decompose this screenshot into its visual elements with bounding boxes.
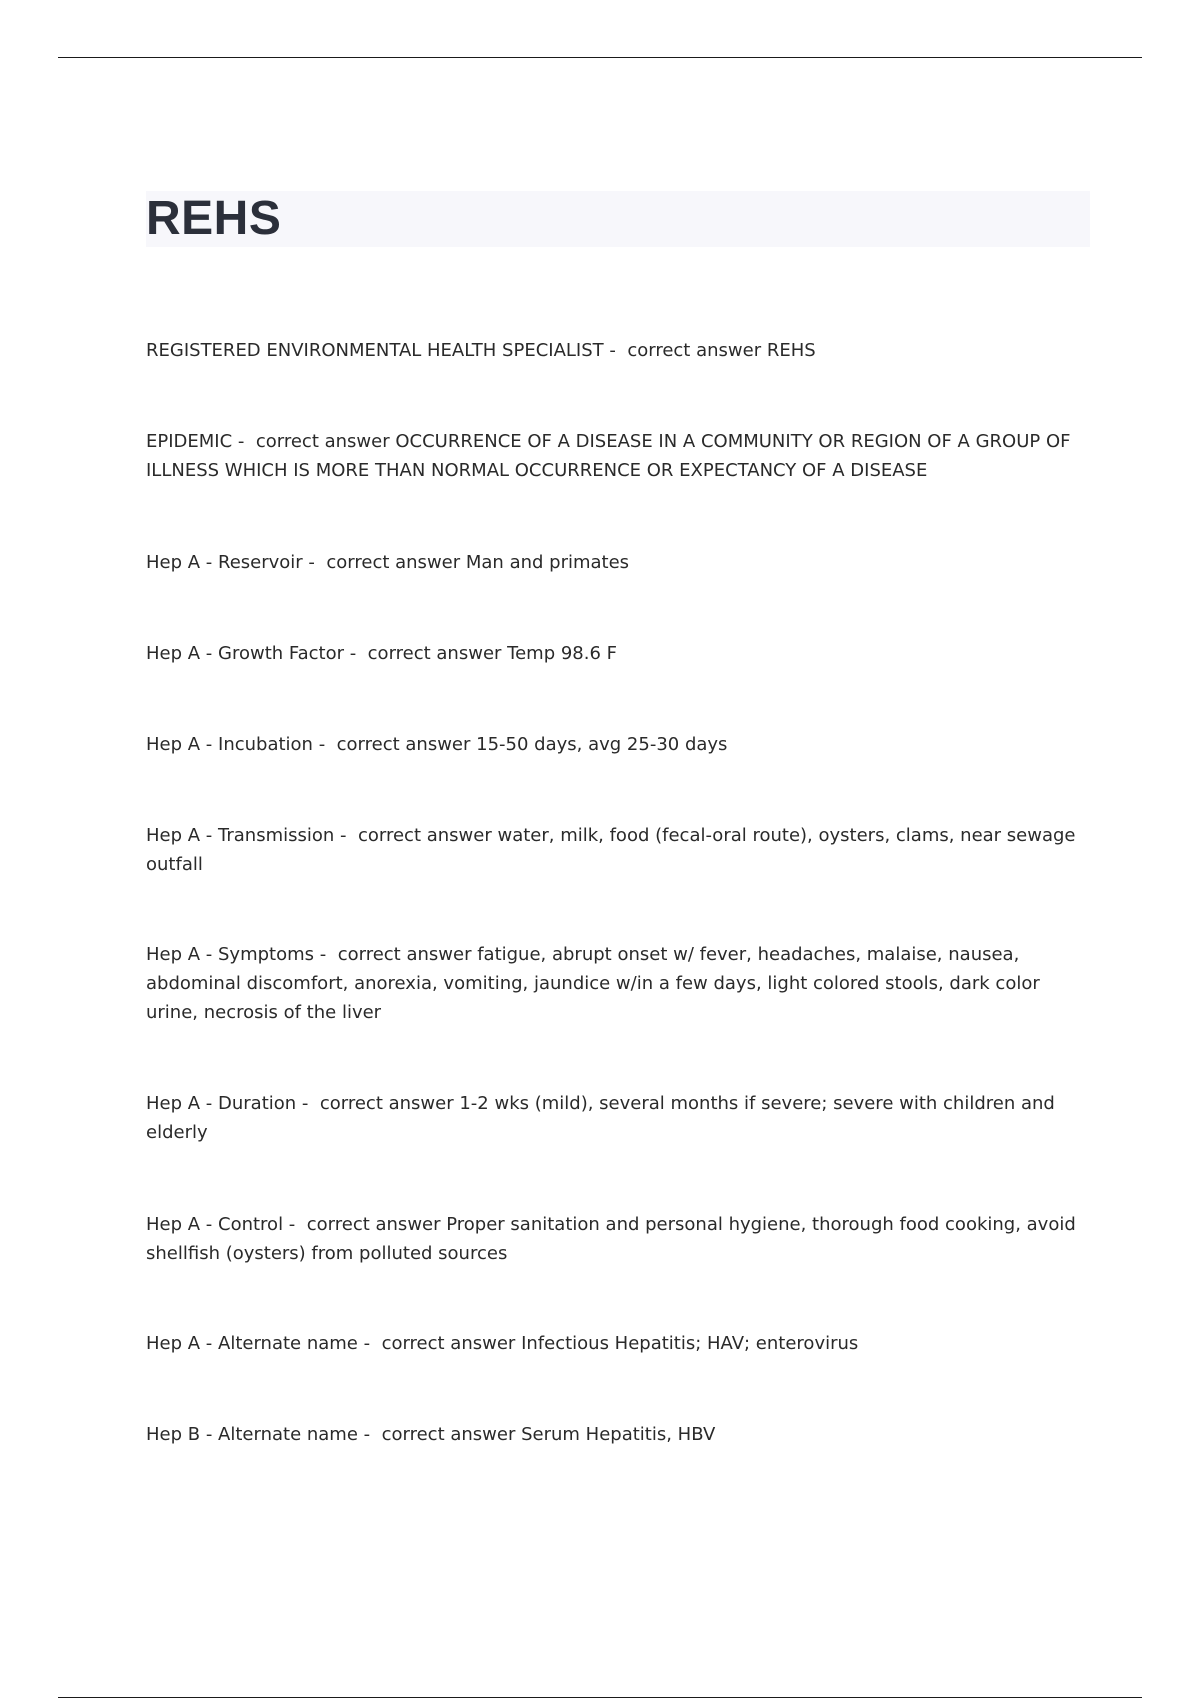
entry-5: [146, 821, 1086, 879]
entry-answer: water, milk, food (fecal-oral route), oysters, clams, near sewage outfall: [146, 825, 1076, 875]
entry-term: Hep A - Duration -: [146, 1093, 320, 1114]
entry-term: REGISTERED ENVIRONMENTAL HEALTH SPECIALIST -: [146, 340, 627, 361]
entry-answer: fatigue, abrupt onset w/ fever, headaches, malaise, nausea, abdominal discomfort, anorexia, vomiting, jaundice w/in a few days, light colored stools, dark color urine, necrosis of the liver: [146, 944, 1040, 1023]
entry-term: Hep A - Alternate name -: [146, 1333, 382, 1354]
correct-answer-marker: correct answer: [357, 825, 492, 846]
correct-answer-marker: correct answer: [337, 944, 472, 965]
entry-term: Hep A - Reservoir -: [146, 552, 326, 573]
correct-answer-marker: correct answer: [326, 552, 461, 573]
entry-term: Hep B - Alternate name -: [146, 1424, 382, 1445]
top-rule: [58, 57, 1142, 58]
entry-4: [146, 730, 1086, 759]
correct-answer-marker: correct answer: [336, 734, 471, 755]
entry-3: [146, 639, 1086, 668]
entry-term: EPIDEMIC -: [146, 431, 256, 452]
entry-term: Hep A - Control -: [146, 1214, 307, 1235]
bottom-rule: [58, 1697, 1142, 1698]
entry-term: Hep A - Incubation -: [146, 734, 337, 755]
entry-8: [146, 1210, 1086, 1268]
entry-answer: REHS: [766, 340, 816, 361]
entry-answer: Serum Hepatitis, HBV: [521, 1424, 716, 1445]
correct-answer-marker: correct answer: [381, 1333, 516, 1354]
correct-answer-marker: correct answer: [306, 1214, 441, 1235]
entry-answer: 15-50 days, avg 25-30 days: [476, 734, 728, 755]
correct-answer-marker: correct answer: [319, 1093, 454, 1114]
correct-answer-marker: correct answer: [367, 643, 502, 664]
entry-1: [146, 427, 1086, 485]
entry-term: Hep A - Transmission -: [146, 825, 358, 846]
entry-2: [146, 548, 1086, 577]
correct-answer-marker: correct answer: [627, 340, 762, 361]
entry-answer: 1-2 wks (mild), several months if severe; severe with children and elderly: [146, 1093, 1055, 1143]
entry-answer: Infectious Hepatitis; HAV; enterovirus: [521, 1333, 859, 1354]
correct-answer-marker: correct answer: [381, 1424, 516, 1445]
entry-term: Hep A - Growth Factor -: [146, 643, 368, 664]
entry-0: [146, 336, 1086, 365]
entry-answer: OCCURRENCE OF A DISEASE IN A COMMUNITY OR REGION OF A GROUP OF ILLNESS WHICH IS MORE THAN NORMAL OCCURRENCE OR EXPECTANCY OF A DISEASE: [146, 431, 1071, 481]
entry-10: [146, 1420, 1086, 1449]
entry-7: [146, 1089, 1086, 1147]
entry-9: [146, 1329, 1086, 1358]
document-title: REHS: [146, 192, 282, 245]
entry-term: Hep A - Symptoms -: [146, 944, 338, 965]
entry-answer: Man and primates: [465, 552, 630, 573]
correct-answer-marker: correct answer: [255, 431, 390, 452]
entry-6: [146, 940, 1086, 1027]
entry-answer: Proper sanitation and personal hygiene, thorough food cooking, avoid shellfish (oysters) from polluted sources: [146, 1214, 1076, 1264]
title-band: [146, 191, 1090, 247]
entry-answer: Temp 98.6 F: [507, 643, 618, 664]
